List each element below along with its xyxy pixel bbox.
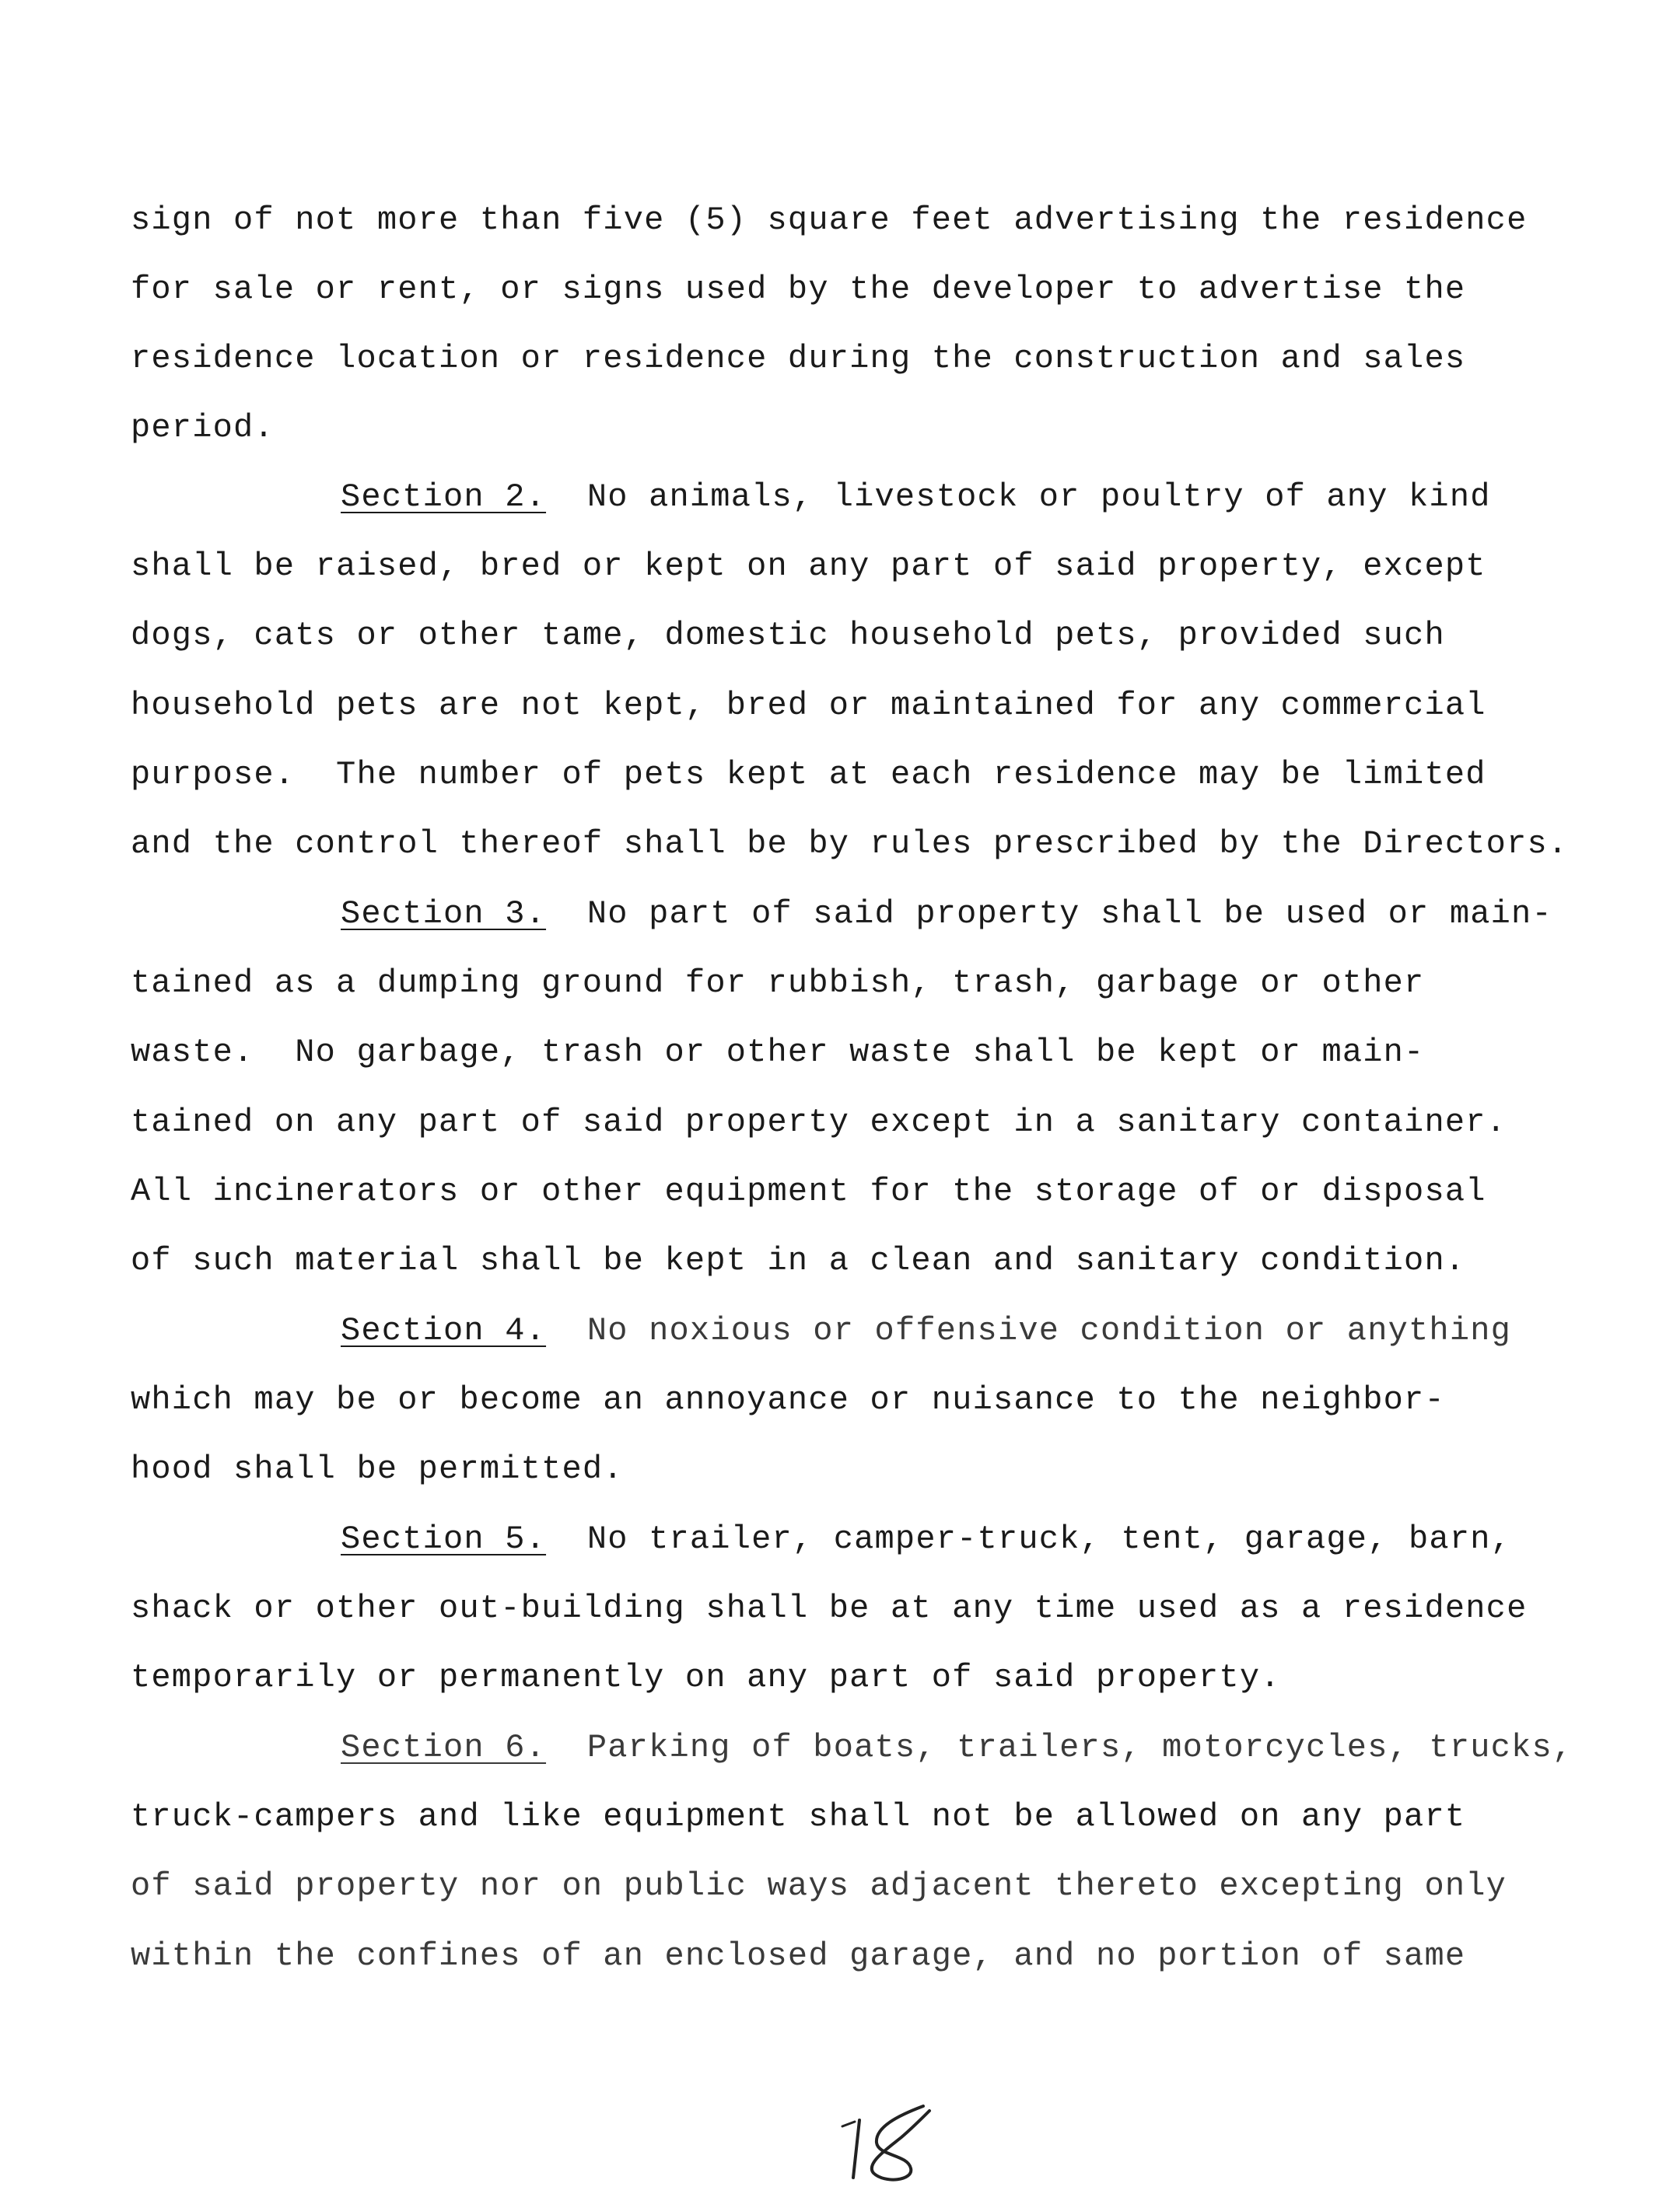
text-line: All incinerators or other equipment for the storage of or disposal xyxy=(131,1173,1486,1210)
text-line: dogs, cats or other tame, domestic household pets, provided such xyxy=(131,617,1445,654)
section-text: No trailer, camper-truck, tent, garage, barn, xyxy=(586,1520,1512,1558)
section-heading: Section 2. xyxy=(341,478,547,516)
section-text: No part of said property shall be used or main- xyxy=(586,895,1552,933)
text-line: and the control thereof shall be by rules prescribed by the Directors. xyxy=(131,825,1569,863)
section-5-first-line xyxy=(341,1520,1512,1558)
text-line: period. xyxy=(131,409,275,446)
section-2-first-line xyxy=(341,478,1491,516)
section-heading: Section 4. xyxy=(341,1312,547,1349)
section-heading: Section 3. xyxy=(341,895,547,933)
page-number-handwritten xyxy=(836,2100,937,2185)
text-line: purpose. The number of pets kept at each residence may be limited xyxy=(131,756,1486,793)
text-line: shall be raised, bred or kept on any part of said property, except xyxy=(131,548,1486,585)
text-line: waste. No garbage, trash or other waste shall be kept or main- xyxy=(131,1034,1425,1071)
text-line: residence location or residence during the construction and sales xyxy=(131,340,1466,377)
section-4-first-line xyxy=(341,1314,1511,1347)
section-heading: Section 6. xyxy=(341,1729,547,1766)
section-6-first-line xyxy=(341,1731,1573,1764)
text-line: tained on any part of said property except in a sanitary container. xyxy=(131,1104,1507,1141)
section-text: Parking of boats, trailers, motorcycles, trucks, xyxy=(586,1729,1573,1766)
text-line: sign of not more than five (5) square feet advertising the residence xyxy=(131,201,1528,239)
section-text: No noxious or offensive condition or anything xyxy=(586,1312,1512,1349)
text-line: tained as a dumping ground for rubbish, trash, garbage or other xyxy=(131,964,1425,1002)
text-line: of said property nor on public ways adjacent thereto excepting only xyxy=(131,1867,1507,1905)
section-3-first-line xyxy=(341,895,1552,933)
section-text: No animals, livestock or poultry of any kind xyxy=(586,478,1491,516)
text-line: temporarily or permanently on any part of said property. xyxy=(131,1659,1281,1696)
text-line: for sale or rent, or signs used by the developer to advertise the xyxy=(131,271,1466,308)
text-line: truck-campers and like equipment shall not be allowed on any part xyxy=(131,1798,1466,1835)
text-line: household pets are not kept, bred or maintained for any commercial xyxy=(131,687,1486,724)
text-line: within the confines of an enclosed garage, and no portion of same xyxy=(131,1937,1466,1975)
text-line: hood shall be permitted. xyxy=(131,1450,624,1488)
text-line: which may be or become an annoyance or nuisance to the neighbor- xyxy=(131,1381,1445,1419)
text-line: of such material shall be kept in a clean and sanitary condition. xyxy=(131,1242,1466,1279)
section-heading: Section 5. xyxy=(341,1520,547,1558)
text-line: shack or other out-building shall be at any time used as a residence xyxy=(131,1590,1528,1627)
